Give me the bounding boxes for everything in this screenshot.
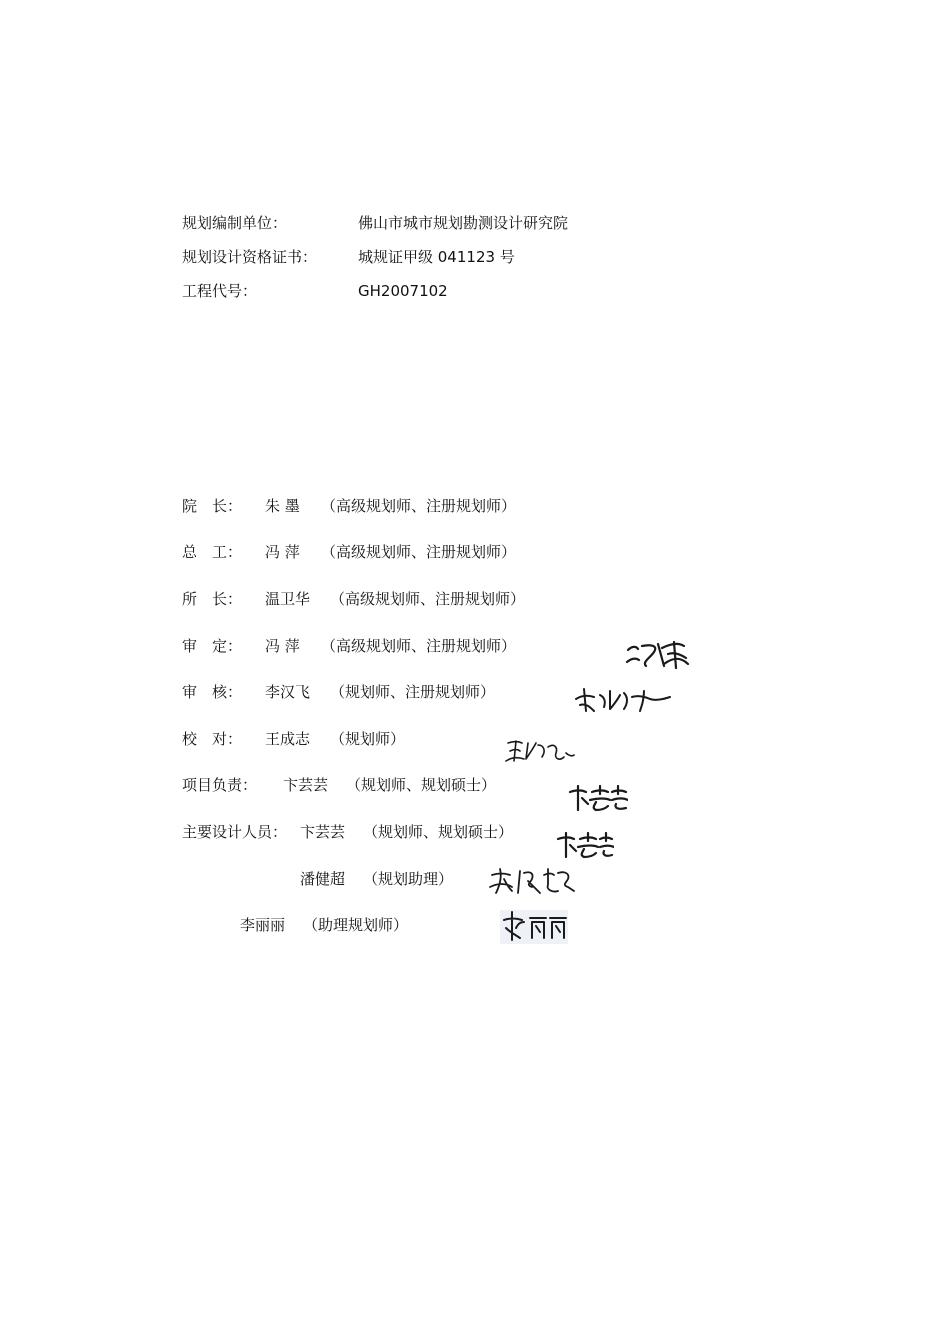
staff-title: （高级规划师、注册规划师） xyxy=(321,637,517,655)
staff-name: 卞芸芸 xyxy=(300,823,346,841)
certificate-value: 城规证甲级 041123 号 xyxy=(358,248,515,266)
role-label: 主要设计人员： xyxy=(182,823,288,841)
staff-title: （规划助理） xyxy=(363,870,454,888)
staff-name: 朱 墨 xyxy=(265,497,300,515)
role-label: 项目负责： xyxy=(182,776,258,794)
certificate-label: 规划设计资格证书： xyxy=(182,248,318,266)
staff-title: （高级规划师、注册规划师） xyxy=(330,590,526,608)
staff-name: 潘健超 xyxy=(300,870,346,888)
project-code-label: 工程代号： xyxy=(182,282,258,300)
signature-bian-yunyun-2 xyxy=(556,831,614,861)
staff-name: 李丽丽 xyxy=(240,916,286,934)
staff-name: 卞芸芸 xyxy=(283,776,329,794)
role-label: 所 长： xyxy=(182,590,243,608)
staff-title: （规划师） xyxy=(330,730,406,748)
signature-wang-chengzhi xyxy=(504,735,576,765)
signature-feng-ping xyxy=(624,636,690,672)
signature-pan-jianchao xyxy=(488,865,576,897)
unit-label: 规划编制单位： xyxy=(182,214,288,232)
role-label: 总 工： xyxy=(182,543,243,561)
signature-li-lili xyxy=(500,910,568,944)
unit-value: 佛山市城市规划勘测设计研究院 xyxy=(358,214,569,232)
staff-title: （高级规划师、注册规划师） xyxy=(321,497,517,515)
staff-title: （规划师、规划硕士） xyxy=(346,776,497,794)
signature-bian-yunyun xyxy=(568,784,628,814)
staff-title: （规划师、规划硕士） xyxy=(363,823,514,841)
staff-title: （助理规划师） xyxy=(303,916,409,934)
project-code-value: GH2007102 xyxy=(358,282,448,300)
role-label: 审 定： xyxy=(182,637,243,655)
role-label: 审 核： xyxy=(182,683,243,701)
staff-name: 温卫华 xyxy=(265,590,311,608)
staff-name: 王成志 xyxy=(265,730,311,748)
staff-title: （高级规划师、注册规划师） xyxy=(321,543,517,561)
staff-name: 李汉飞 xyxy=(265,683,311,701)
signature-li-hanfei xyxy=(574,685,672,715)
staff-name: 冯 萍 xyxy=(265,637,300,655)
role-label: 院 长： xyxy=(182,497,243,515)
staff-title: （规划师、注册规划师） xyxy=(330,683,496,701)
role-label: 校 对： xyxy=(182,730,243,748)
staff-name: 冯 萍 xyxy=(265,543,300,561)
